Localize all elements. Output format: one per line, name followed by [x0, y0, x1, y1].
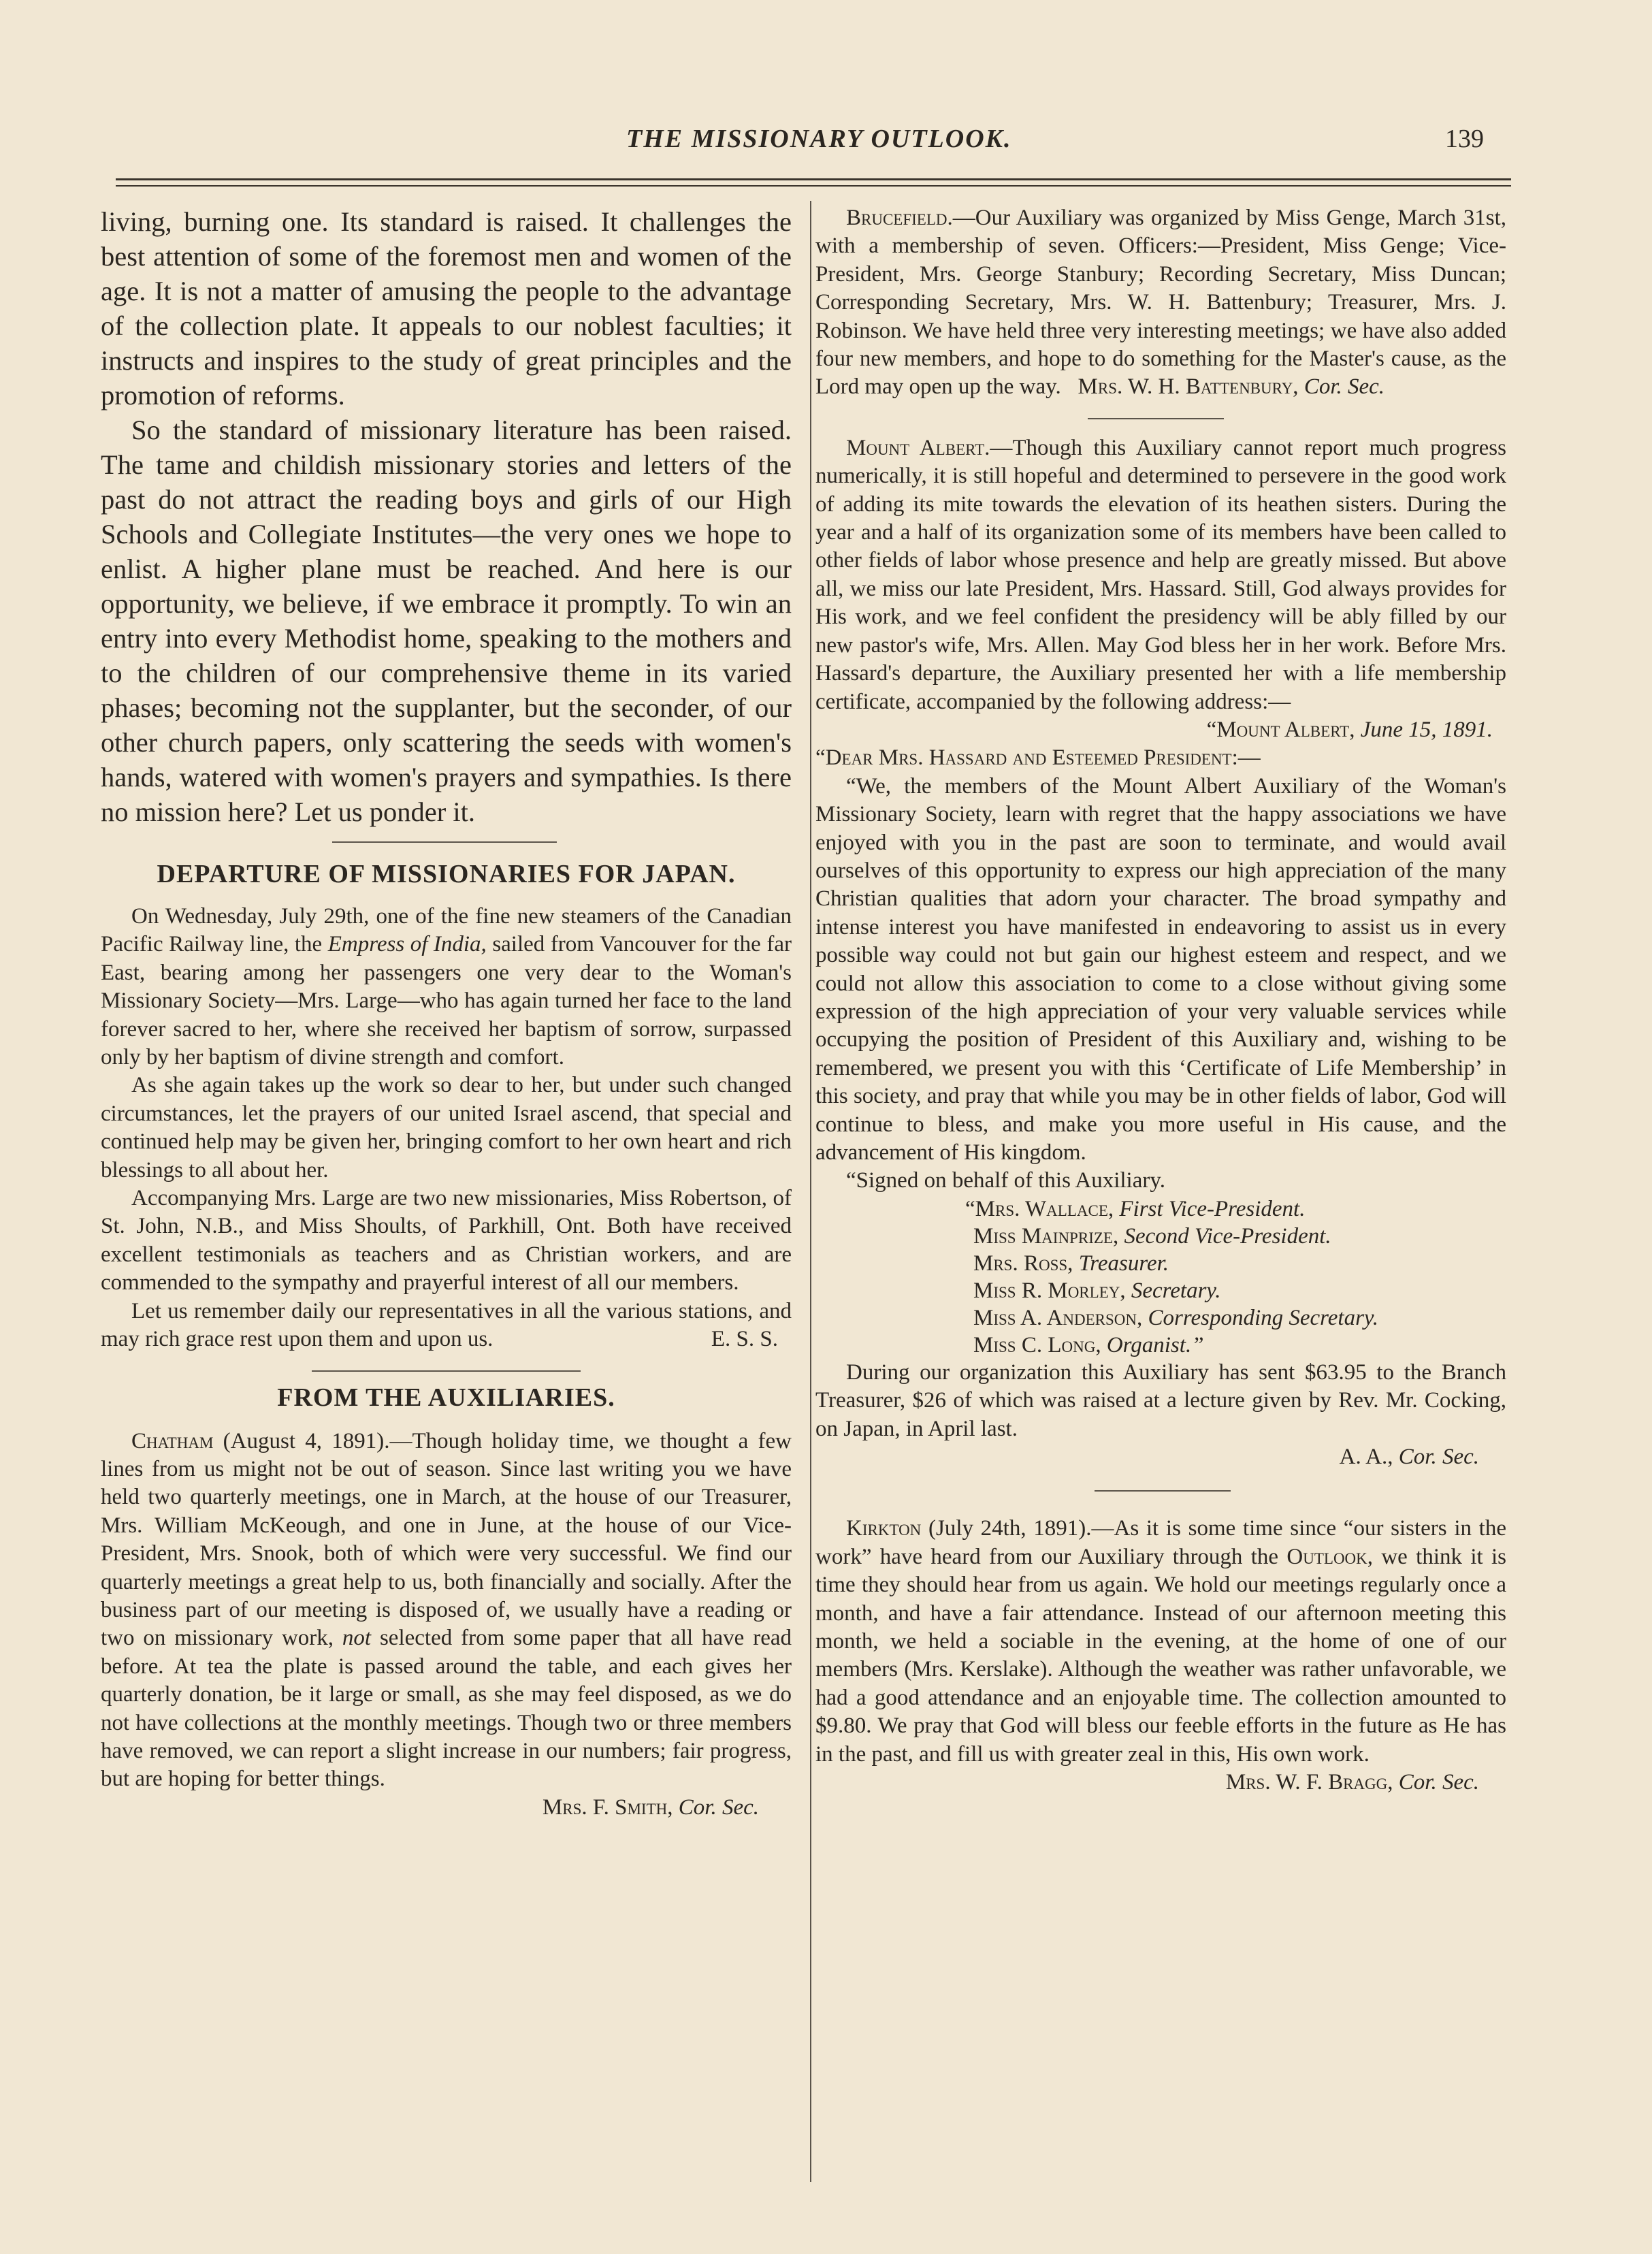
signatory: “Mrs. Wallace, First Vice-President. [965, 1196, 1306, 1221]
kirkton-sig-role: Cor. Sec. [1398, 1770, 1479, 1795]
chatham-text-a: (August 4, 1891).—Though holiday time, we thought a few lines from us might not be out of season. Since last writing you we have held two quarterly meetings, one in March, at the house of our Treasurer, Mrs. William McKeough, and one in June, at the house of our Vice-President, Mrs. Snook, both of which were very successful. We find our quarterly meetings a great help to us, both financially and socially. After the business part of our meeting is disposed of, we usually have a reading or two on missionary work, [101, 1428, 792, 1651]
section-rule [332, 841, 557, 843]
chatham-signature [101, 1794, 792, 1822]
column-divider [810, 201, 811, 2182]
kirkton-text-a: (July 24th, 1891).—As it is some time since “our sisters in the work” have heard from our Auxiliary through the [815, 1516, 1506, 1569]
mount-albert-closing: During our organization this Auxiliary has sent $63.95 to the Branch Treasurer, $26 of which was raised at a lecture given by Rev. Mr. Cocking, on Japan, in April last. [815, 1359, 1506, 1441]
departure-paragraph-1 [101, 903, 792, 1072]
address-body: “We, the members of the Mount Albert Auxiliary of the Woman's Missionary Society, learn with regret that the happy associations we have enjoyed with you in the past are soon to terminate, and would avail ourselves of this opportunity to express our high appreciation of the many Christian qualities that adorn your character. The broad sympathy and intense interest you have manifested in endeavoring to assist us in every possible way could not but gain our highest esteem and respect, and we could not allow this association to come to a close without giving some expression of the high appreciation of your very valuable services while occupying the position of President of this Auxiliary and, wishing to be remembered, we present you with this ‘Certificate of Life Membership’ in this society, and pray that while you may be in other fields of labor, God will continue to bless, and make you more useful in His cause, and the advancement of His kingdom. [815, 773, 1506, 1165]
address-signed-line: “Signed on behalf of this Auxiliary. [846, 1168, 1165, 1193]
departure-paragraph-3: Accompanying Mrs. Large are two new missionaries, Miss Robertson, of St. John, N.B., and Miss Shoults, of Parkhill, Ont. Both have received excellent testimonials as teachers and as Christian workers, and are commended to the sympathy and prayerful interest of all our members. [101, 1186, 792, 1295]
brucefield-text: .—Our Auxiliary was organized by Miss Genge, March 31st, with a membership of seven. Officers:—President, Miss Genge; Vice-President, Mrs. George Stanbury; Recording Secretary, Miss Duncan; Corresponding Secretary, Mrs. W. H. Battenbury; Treasurer, Mrs. J. Robinson. We have held three very interesting meetings; we have also added four new members, and hope to do something for the Master's cause, as the Lord may open up the way. [815, 206, 1506, 400]
mount-albert-text: .—Though this Auxiliary cannot report much progress numerically, it is still hopeful and determined to persevere in the good work of adding its mite towards the elevation of its heathen sisters. During the year and a half of its organization some of its members have been called to other fields of labor whose presence and help are greatly missed. But above all, we miss our late President, Mrs. Hassard. Still, God always provides for His work, and we feel confident the presidency will be ably filled by our new pastor's wife, Mrs. Allen. May God bless her in her work. Before Mrs. Hassard's departure, the Auxiliary presented her with a life membership certificate, accompanied by the following address:— [815, 435, 1506, 714]
departure-heading: DEPARTURE OF MISSIONARIES FOR JAPAN. [157, 860, 736, 888]
signatory: Miss R. Morley, Secretary. [973, 1278, 1221, 1303]
page-header [109, 124, 1511, 165]
header-rule [116, 178, 1511, 180]
departure-paragraph-2: As she again takes up the work so dear to her, but under such changed circumstances, let the prayers of our united Israel ascend, that special and continued help may be given her, bringing comfort to her own heart and rich blessings to all about her. [101, 1073, 792, 1182]
page-number: 139 [1445, 125, 1484, 153]
intro-paragraph-1: living, burning one. Its standard is raised. It challenges the best attention of some of the foremost men and women of the age. It is not a matter of amusing the people to the advantage of the collection plate. It appeals to our noblest faculties; it instructs and inspires to the study of great principles and the promotion of reforms. [101, 206, 792, 410]
dateline-place: “Mount Albert, [1206, 717, 1355, 742]
kirkton-name: Kirkton [846, 1516, 922, 1541]
kirkton-text-b: , we think it is time they should hear from us again. We hold our meetings regularly once a month, and have a fair attendance. Instead of our afternoon meeting this month, we held a sociable in the evening, at the home of one of our members (Mrs. Kerslake). Although the weather was rather unfavorable, we had a good attendance and an enjoyable time. The collection amounted to $9.80. We pray that God will bless our feeble efforts in the future as He has in the past, and fill us with greater zeal in this, His own work. [815, 1544, 1506, 1767]
mount-albert-sig-name: A. A., [1339, 1445, 1393, 1470]
dateline-date: June 15, 1891. [1360, 717, 1493, 742]
section-rule [312, 1370, 581, 1372]
outlook-name: Outlook [1286, 1544, 1367, 1569]
address-dateline [815, 716, 1506, 744]
signatory: Mrs. Ross, Treasurer. [973, 1251, 1169, 1276]
departure-article [101, 903, 792, 1354]
chatham-report [101, 1428, 792, 1822]
departure-p1-b: sailed from Vancouver for the far East, bearing among her passengers one very dear to the Woman's Missionary Society—Mrs. Large—who has again turned her face to the land forever sacred to her, where she received her baptism of sorrow, surpassed only by her baptism of divine strength and comfort. [101, 932, 792, 1070]
left-column [101, 204, 792, 1822]
chatham-emphasis: not [342, 1626, 372, 1651]
mount-albert-report [815, 434, 1506, 1472]
kirkton-signature [815, 1769, 1506, 1797]
kirkton-sig-name: Mrs. W. F. Bragg, [1225, 1770, 1393, 1795]
brucefield-paragraph [815, 204, 1506, 402]
ship-name: Empress of India, [327, 932, 487, 957]
departure-p4-text: Let us remember daily our representatives in all the various stations, and may rich grace rest upon them and upon us. [101, 1298, 792, 1352]
chatham-name: Chatham [131, 1428, 214, 1453]
departure-p1-a: On Wednesday, July 29th, one of the fine new steamers of the Canadian Pacific Railway line, the [101, 904, 792, 957]
signatory: Miss C. Long, Organist.” [973, 1332, 1204, 1357]
brucefield-name: Brucefield [846, 206, 948, 230]
chatham-sig-role: Cor. Sec. [678, 1794, 759, 1820]
running-title: THE MISSIONARY OUTLOOK. [626, 125, 1012, 153]
chatham-paragraph [101, 1428, 792, 1794]
right-column [815, 204, 1506, 1797]
chatham-text-b: selected from some paper that all have read before. At tea the plate is passed around the table, and each gives her quarterly donation, be it large or small, as she may feel disposed, as we do not have collections at the monthly meetings. Though two or three members have removed, we can report a slight increase in our numbers; fair progress, but are hoping for better things. [101, 1626, 792, 1792]
intro-paragraph-2: So the standard of missionary literature has been raised. The tame and childish missionary stories and letters of the past do not attract the reading boys and girls of our High Schools and Collegiate Institutes—the very ones we hope to enlist. A higher plane must be reached. And here is our opportunity, we believe, if we embrace it promptly. To win an entry into every Methodist home, speaking to the mothers and to the children of our comprehensive theme in its varied phases; becoming not the supplanter, but the seconder, of our other church papers, only scattering the seeds with women's hands, watered with women's prayers and sympathies. Is there no mission here? Let us ponder it. [101, 415, 792, 827]
signatory-list [815, 1195, 1506, 1359]
mount-albert-sig-role: Cor. Sec. [1398, 1445, 1479, 1470]
kirkton-paragraph [815, 1515, 1506, 1769]
departure-initials: E. S. S. [711, 1327, 778, 1352]
section-rule [1095, 1490, 1231, 1492]
signatory: Miss A. Anderson, Corresponding Secretary. [973, 1305, 1379, 1330]
brucefield-report [815, 204, 1506, 402]
intro-article [101, 204, 792, 829]
chatham-sig-name: Mrs. F. Smith, [542, 1794, 673, 1820]
header-rule-lower [116, 185, 1511, 187]
departure-paragraph-4 [101, 1298, 792, 1354]
kirkton-report [815, 1515, 1506, 1797]
mount-albert-signature [815, 1443, 1506, 1471]
section-rule [1088, 418, 1224, 419]
signatory: Miss Mainprize, Second Vice-President. [973, 1223, 1331, 1249]
address-salutation: “Dear Mrs. Hassard and Esteemed President:— [815, 745, 1261, 771]
mount-albert-paragraph [815, 434, 1506, 716]
brucefield-sig-name: Mrs. W. H. Battenbury, [1078, 374, 1299, 400]
auxiliaries-heading: FROM THE AUXILIARIES. [277, 1383, 615, 1412]
mount-albert-name: Mount Albert [846, 435, 985, 460]
brucefield-sig-role: Cor. Sec. [1303, 374, 1385, 400]
